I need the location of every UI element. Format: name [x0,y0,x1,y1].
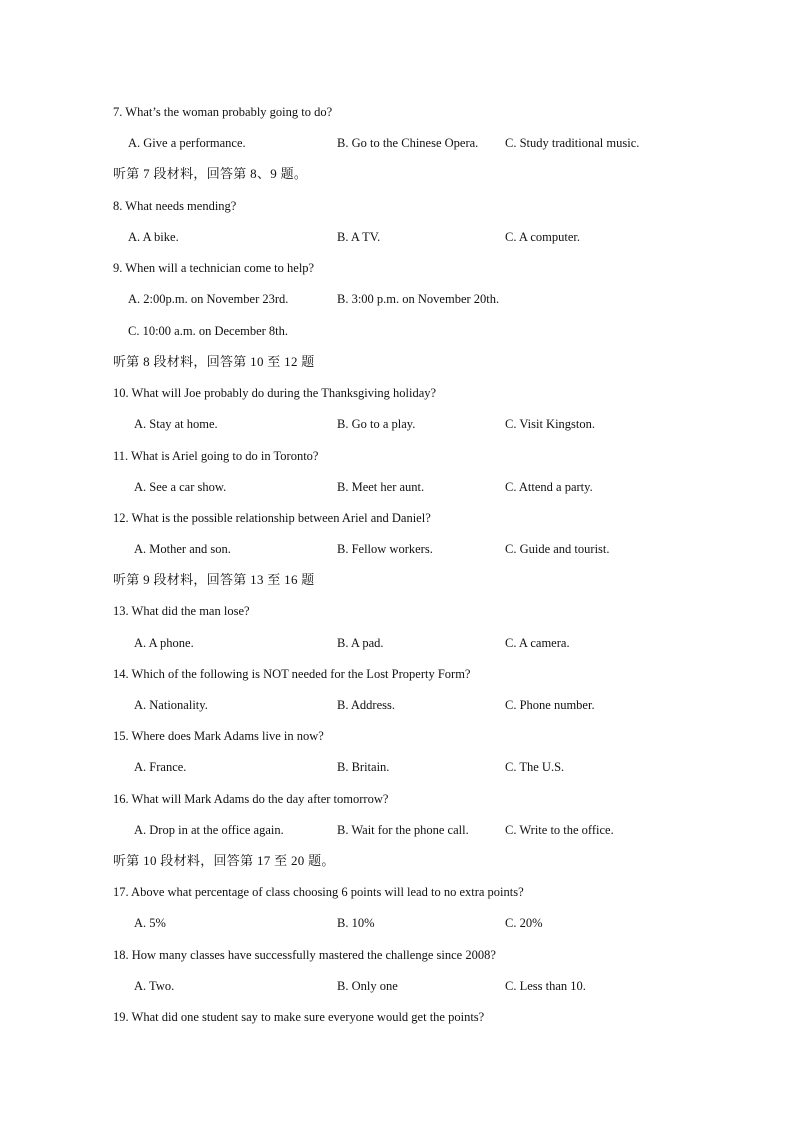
option-11a: A. See a car show. [134,480,227,494]
question-18: 18. How many classes have successfully mastered the challenge since 2008? [113,948,496,962]
option-14b: B. Address. [337,698,395,712]
option-13c: C. A camera. [505,636,570,650]
option-14a: A. Nationality. [134,698,208,712]
question-17: 17. Above what percentage of class choosing 6 points will lead to no extra points? [113,885,524,899]
option-10a: A. Stay at home. [134,417,218,431]
question-14: 14. Which of the following is NOT needed for the Lost Property Form? [113,667,471,681]
option-10c: C. Visit Kingston. [505,417,596,431]
option-16a: A. Drop in at the office again. [134,823,284,837]
option-8c: C. A computer. [505,230,580,244]
option-17c: C. 20% [505,916,543,930]
option-9c: C. 10:00 a.m. on December 8th. [128,324,289,338]
option-18a: A. Two. [134,979,175,993]
option-12a: A. Mother and son. [134,542,231,556]
option-9b: B. 3:00 p.m. on November 20th. [337,292,500,306]
option-12c: C. Guide and tourist. [505,542,610,556]
question-15: 15. Where does Mark Adams live in now? [113,729,324,743]
option-18c: C. Less than 10. [505,979,586,993]
option-17b: B. 10% [337,916,375,930]
question-7: 7. What’s the woman probably going to do? [113,105,333,119]
option-9a: A. 2:00p.m. on November 23rd. [128,292,289,306]
option-7b: B. Go to the Chinese Opera. [337,136,479,150]
option-17a: A. 5% [134,916,166,930]
question-11: 11. What is Ariel going to do in Toronto? [113,449,319,463]
option-18b: B. Only one [337,979,398,993]
option-7c: C. Study traditional music. [505,136,640,150]
question-10: 10. What will Joe probably do during the Thanksgiving holiday? [113,386,437,400]
option-10b: B. Go to a play. [337,417,416,431]
option-12b: B. Fellow workers. [337,542,433,556]
question-8: 8. What needs mending? [113,199,237,213]
option-8b: B. A TV. [337,230,381,244]
section-heading-8: 听第 8 段材料，回答第 10 至 12 题 [113,354,315,369]
option-16c: C. Write to the office. [505,823,614,837]
option-13b: B. A pad. [337,636,384,650]
section-heading-9: 听第 9 段材料，回答第 13 至 16 题 [113,572,315,587]
option-15c: C. The U.S. [505,760,565,774]
option-15a: A. France. [134,760,187,774]
section-heading-7: 听第 7 段材料，回答第 8、9 题。 [113,166,308,181]
option-13a: A. A phone. [134,636,194,650]
question-19: 19. What did one student say to make sure everyone would get the points? [113,1010,485,1024]
question-16: 16. What will Mark Adams do the day after tomorrow? [113,792,389,806]
question-13: 13. What did the man lose? [113,604,250,618]
option-7a: A. Give a performance. [128,136,246,150]
option-11c: C. Attend a party. [505,480,593,494]
question-9: 9. When will a technician come to help? [113,261,315,275]
option-11b: B. Meet her aunt. [337,480,425,494]
option-16b: B. Wait for the phone call. [337,823,469,837]
question-12: 12. What is the possible relationship between Ariel and Daniel? [113,511,431,525]
section-heading-10: 听第 10 段材料，回答第 17 至 20 题。 [113,853,335,868]
option-8a: A. A bike. [128,230,179,244]
option-14c: C. Phone number. [505,698,595,712]
option-15b: B. Britain. [337,760,390,774]
